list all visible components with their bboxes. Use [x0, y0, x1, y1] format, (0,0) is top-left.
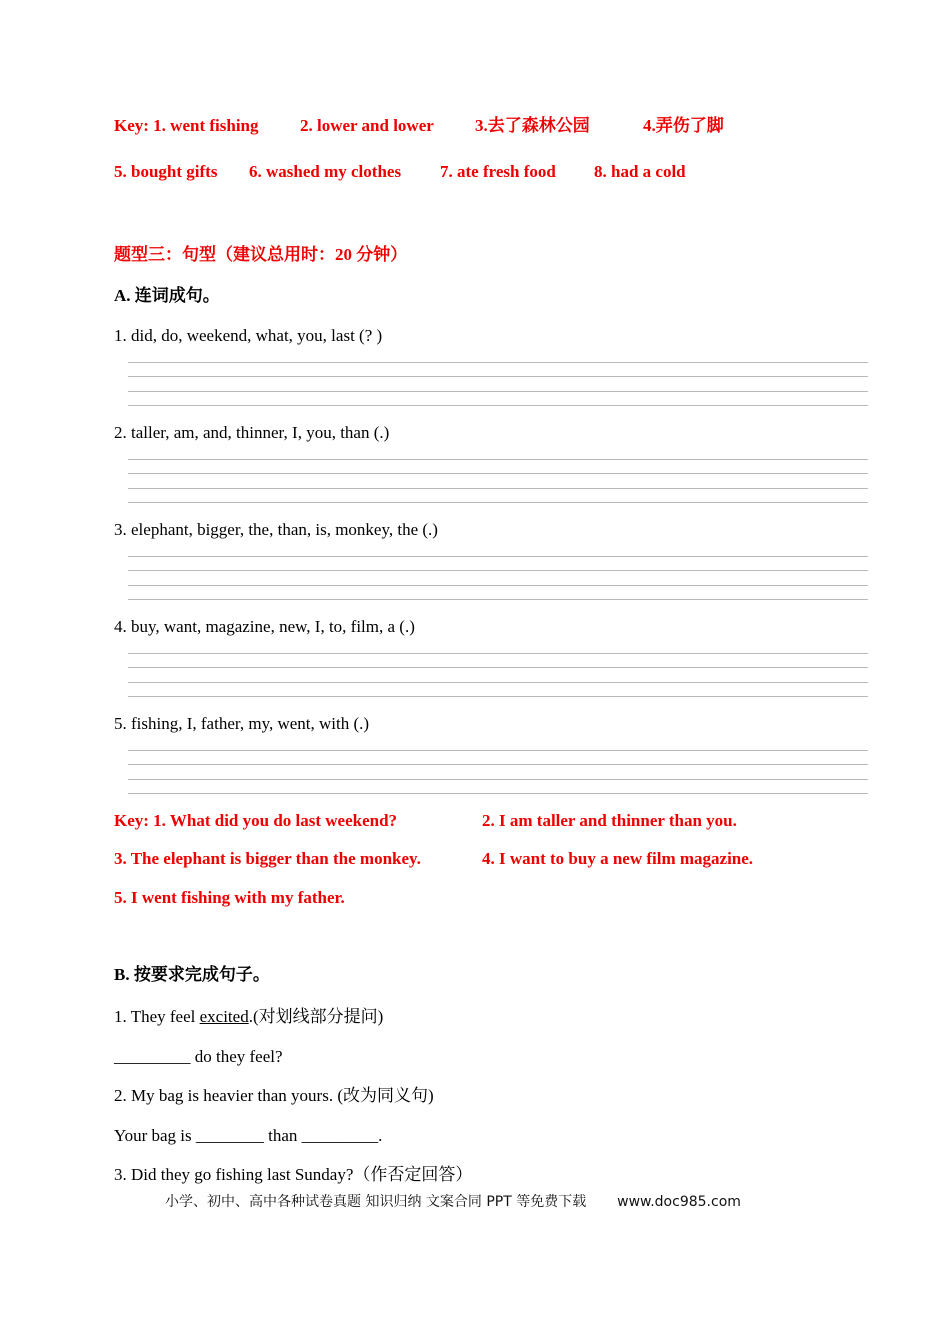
part-b-heading [114, 965, 270, 985]
answer-b2 [114, 1126, 382, 1146]
question-item: 5. fishing, I, father, my, went, with (.) [114, 714, 370, 733]
answer-lines[interactable] [128, 750, 868, 794]
key-item: 8. had a cold [594, 162, 686, 181]
key-item: 2. lower and lower [300, 116, 434, 135]
key-item: Key: 1. What did you do last weekend? [114, 811, 398, 830]
answer-text: do they feel? [190, 1047, 283, 1066]
question-item: 4. buy, want, magazine, new, I, to, film, a (.) [114, 617, 415, 636]
answer-lines[interactable] [128, 362, 868, 406]
key-item: 5. bought gifts [114, 162, 218, 181]
key-item: 6. washed my clothes [249, 162, 402, 181]
part-a-title: 连词成句。 [134, 286, 220, 305]
footer-url[interactable]: www.doc985.com [617, 1194, 741, 1210]
key-item: 3.去了森林公园 [475, 116, 590, 135]
answer-lines[interactable] [128, 556, 868, 600]
answer-lines[interactable] [128, 653, 868, 697]
answer-lines[interactable] [128, 459, 868, 503]
fill-blank[interactable]: _________ [301, 1126, 379, 1145]
fill-blank[interactable]: _________ [114, 1047, 191, 1066]
answer-text: . [378, 1126, 383, 1145]
answer-text: Your bag is [114, 1126, 196, 1145]
question-b2: 2. My bag is heavier than yours. (改为同义句) [114, 1086, 434, 1105]
question-item: 1. did, do, weekend, what, you, last (? ) [114, 326, 383, 345]
question-b1 [114, 1007, 383, 1027]
part-a-letter: A. [114, 286, 131, 305]
footer-text: 小学、初中、高中各种试卷真题 知识归纳 文案合同 PPT 等免费下载 [165, 1194, 587, 1210]
fill-blank[interactable]: ________ [195, 1126, 264, 1145]
key-item: Key: 1. went fishing [114, 116, 259, 135]
answer-text: than [263, 1126, 302, 1145]
underlined-word: excited [199, 1007, 249, 1026]
key-item: 4. I want to buy a new film magazine. [482, 849, 754, 868]
page-footer [165, 1191, 741, 1211]
question-item: 3. elephant, bigger, the, than, is, monkey, the (.) [114, 520, 438, 539]
question-instruction: .(对划线部分提问) [248, 1007, 384, 1026]
section-title: 题型三：句型（建议总用时：20 分钟） [114, 245, 408, 264]
question-b3: 3. Did they go fishing last Sunday?（作否定回答） [114, 1165, 473, 1184]
part-a-heading [114, 286, 220, 306]
key-item: 5. I went fishing with my father. [114, 888, 345, 907]
question-item: 2. taller, am, and, thinner, I, you, than (.) [114, 423, 390, 442]
part-b-title: 按要求完成句子。 [133, 965, 270, 984]
part-b-letter: B. [114, 965, 130, 984]
answer-b1 [114, 1047, 283, 1067]
key-item: 4.弄伤了脚 [643, 116, 724, 135]
question-text: 1. They feel [114, 1007, 200, 1026]
key-item: 7. ate fresh food [440, 162, 556, 181]
key-item: 2. I am taller and thinner than you. [482, 811, 737, 830]
key-item: 3. The elephant is bigger than the monkey. [114, 849, 421, 868]
